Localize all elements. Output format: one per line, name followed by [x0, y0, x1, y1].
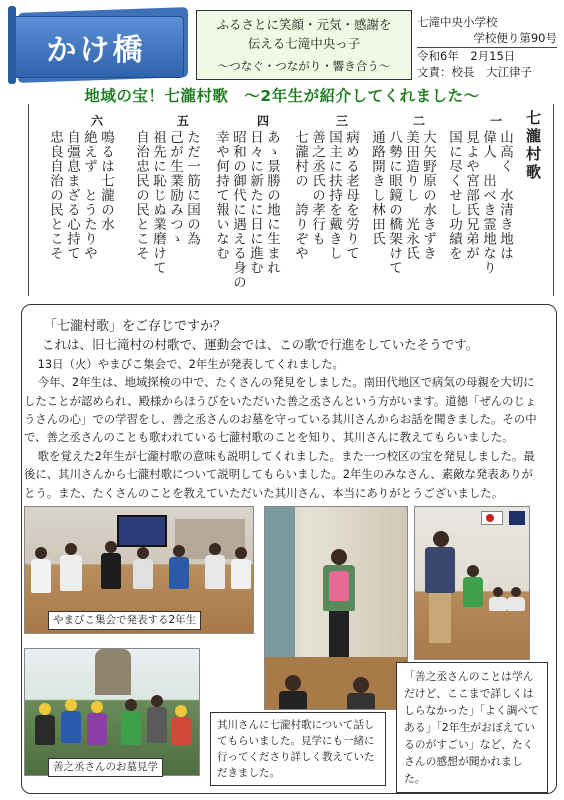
verse-line: 忠良自治の民とこそ	[47, 130, 63, 261]
verse-line: 大矢野原の水きずき	[420, 130, 436, 261]
article-para: 歌を覚えた2年生が七瀧村歌の意味も説明してくれました。また一つ校区の宝を発見しました。最後に、其川さんから七瀧村歌について説明してもらいました。2年生のみなさん、素敵な発表ありがとう。また、たくさんのことを教えていただいた其川さん、本当にありがとうございました。	[24, 448, 535, 500]
article-para: 今年、2年生は、地域探検の中で、たくさんの発見をしました。南田代地区で病気の母親を大切にしたことが認められ、殿様からほうびをいただいた善之丞さんという方がいます。道徳「ぜんのじょうさんの心」での学習をし、善之丞さんのお墓を守っている其川さんからお話を聞きました。その中で、善之丞さんのことも歌われている七瀧村歌のことを知り、其川さんに教えてもらいました。	[24, 375, 537, 445]
issue-number: 学校便り第90号	[473, 31, 557, 45]
school-flag-icon	[509, 511, 525, 525]
article-title: 地域の宝！七瀧村歌 〜2年生が紹介してくれました〜	[84, 87, 480, 105]
verse-line: 日々に新たに日に進む	[247, 130, 263, 275]
verse-line: 自治忠民の民とこそ	[133, 130, 149, 261]
caption-photo1: やまびこ集会で発表する2年生	[48, 611, 201, 630]
article-lead: 「七瀧村歌」をご存じですか？	[44, 319, 227, 334]
grave-stone-icon	[95, 649, 131, 695]
verse-line: 己が生業励みつゝ	[167, 130, 183, 246]
article-para: 13日（火）やまびこ集会で、2年生が発表してくれました。	[37, 356, 344, 371]
verse-number: 二	[413, 114, 426, 128]
verse-line: ただ一筋に国の為	[184, 130, 200, 246]
issue-info	[417, 14, 557, 80]
flag-pole	[8, 6, 16, 84]
newsletter-logo	[8, 6, 190, 84]
verse-number: 六	[91, 114, 104, 128]
verse-line: 昭和の御代に遇える身の	[230, 130, 246, 290]
impressions-note: 「善之丞さんのことは学んだけど、ここまで詳しくはしらなかった」「よく調べてある」「2年生がおぼえているのがすごい」など、たくさんの感想が聞かれました。	[396, 662, 548, 793]
verse-line: 八勢に眼鏡の橋架けて	[386, 130, 402, 275]
slogan-sub: 〜つなぐ・つながり・響き合う〜	[217, 59, 391, 73]
photo-students	[414, 506, 530, 660]
logo-text: かけ橋	[46, 33, 146, 68]
verse-line: 善之丞氏の孝行も	[309, 130, 325, 246]
song-heading: 七瀧村歌	[524, 110, 542, 182]
verse-line: 山高く 水清き地は	[497, 130, 513, 261]
verse-line: 偉人 出べき霊地なり	[480, 130, 496, 275]
slogan-line2: 伝える七滝中央っ子	[247, 36, 361, 51]
verse-line: 国に尽くせし功績を	[446, 130, 462, 261]
verse-line: 祖先に恥じぬ業磨けて	[150, 130, 166, 275]
school-name: 七滝中央小学校	[417, 15, 498, 29]
flag-circle	[486, 514, 494, 522]
article-body	[24, 318, 544, 502]
issue-date: 令和6年 2月15日	[417, 47, 557, 64]
song-box	[28, 104, 554, 296]
verse-line: あゝ景勝の地に生まれ	[264, 130, 280, 275]
screen-icon	[117, 515, 167, 547]
verse-line: 絶えず とうたりや	[81, 130, 97, 261]
photo-grave-visit	[24, 648, 200, 776]
verse-line: 国主に扶持を戴きし	[326, 130, 342, 261]
verse-line: 七瀧村の 誇りぞや	[292, 130, 308, 261]
slogan-line1: ふるさとに笑顔・元気・感謝を	[216, 17, 392, 32]
verse-number: 四	[257, 114, 270, 128]
caption-photo2: 善之丞さんのお墓見学	[48, 758, 163, 777]
photo-speaker	[264, 506, 408, 710]
verse-line: 見よや宮部氏兄弟が	[463, 130, 479, 261]
verse-line: 鳴るは七瀧の水	[98, 130, 114, 232]
verse-line: 美田造りし 光永氏	[403, 130, 419, 261]
slogan-box	[196, 10, 412, 80]
verse-line: 自彊息まざる心持て	[64, 130, 80, 261]
article-intro: これは、旧七滝村の村歌で、運動会では、この歌で行進をしていたそうです。	[42, 337, 479, 353]
verse-line: 通路開きし林田氏	[369, 130, 385, 246]
verse-line: 幸や何持て報いなむ	[213, 130, 229, 261]
author: 文責：校長 大江律子	[417, 65, 532, 79]
verse-number: 三	[336, 114, 349, 128]
verse-number: 一	[490, 114, 503, 128]
verse-number: 五	[177, 114, 190, 128]
verse-line: 病める老母を労りて	[343, 130, 359, 261]
caption-photo3: 其川さんに七瀧村歌について話してもらいました。見学にも一緒に行ってくださり詳しく教えていただきました。	[210, 712, 386, 786]
